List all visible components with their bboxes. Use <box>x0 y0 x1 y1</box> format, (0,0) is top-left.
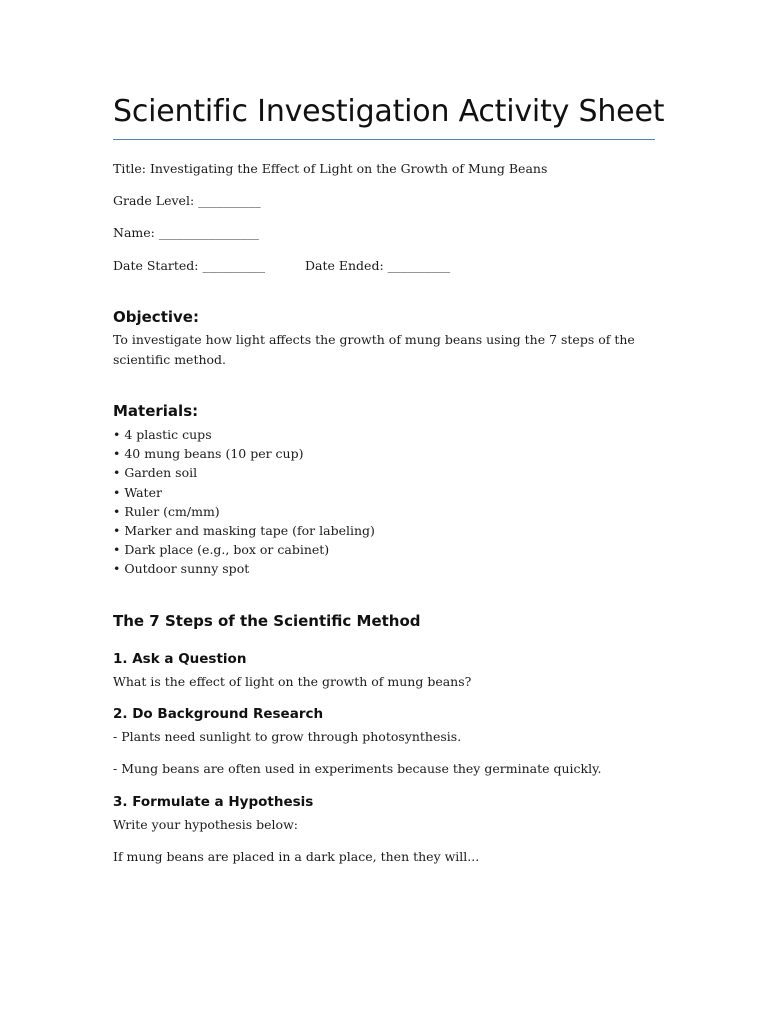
objective-heading: Objective: <box>113 308 199 326</box>
materials-item: • Ruler (cm/mm) <box>113 503 220 519</box>
step3-heading: 3. Formulate a Hypothesis <box>113 794 314 810</box>
materials-item: • Water <box>113 484 162 500</box>
title-underline <box>113 139 655 140</box>
hypothesis-starter: If mung beans are placed in a dark place, then they will... <box>113 849 480 864</box>
step2-point-1: - Plants need sunlight to grow through photosynthesis. <box>113 729 462 744</box>
materials-list <box>113 425 375 579</box>
step1-text: What is the effect of light on the growth of mung beans? <box>113 674 472 689</box>
materials-item: • Outdoor sunny spot <box>113 561 250 577</box>
materials-item: • 4 plastic cups <box>113 427 212 442</box>
materials-item: • 40 mung beans (10 per cup) <box>113 446 304 462</box>
investigation-title-line: Title: Investigating the Effect of Light on the Growth of Mung Beans <box>113 161 548 176</box>
dates-row <box>113 256 450 275</box>
hypothesis-prompt: Write your hypothesis below: <box>113 817 298 832</box>
date-started-field: Date Started: __________ <box>113 258 265 273</box>
materials-heading: Materials: <box>113 402 199 420</box>
materials-item: • Dark place (e.g., box or cabinet) <box>113 542 330 558</box>
step1-heading: 1. Ask a Question <box>113 651 247 667</box>
page-title: Scientific Investigation Activity Sheet <box>113 94 665 129</box>
name-field: Name: ________________ <box>113 225 259 240</box>
materials-item: • Garden soil <box>113 465 198 481</box>
step2-point-2: - Mung beans are often used in experiments because they germinate quickly. <box>113 761 602 776</box>
materials-item: • Marker and masking tape (for labeling) <box>113 523 375 539</box>
scientific-method-heading: The 7 Steps of the Scientific Method <box>113 612 421 630</box>
step2-heading: 2. Do Background Research <box>113 706 324 722</box>
date-ended-field: Date Ended: __________ <box>305 258 451 273</box>
objective-text: To investigate how light affects the growth of mung beans using the 7 steps of the scientific method. <box>113 332 635 367</box>
grade-level-field: Grade Level: __________ <box>113 193 261 208</box>
